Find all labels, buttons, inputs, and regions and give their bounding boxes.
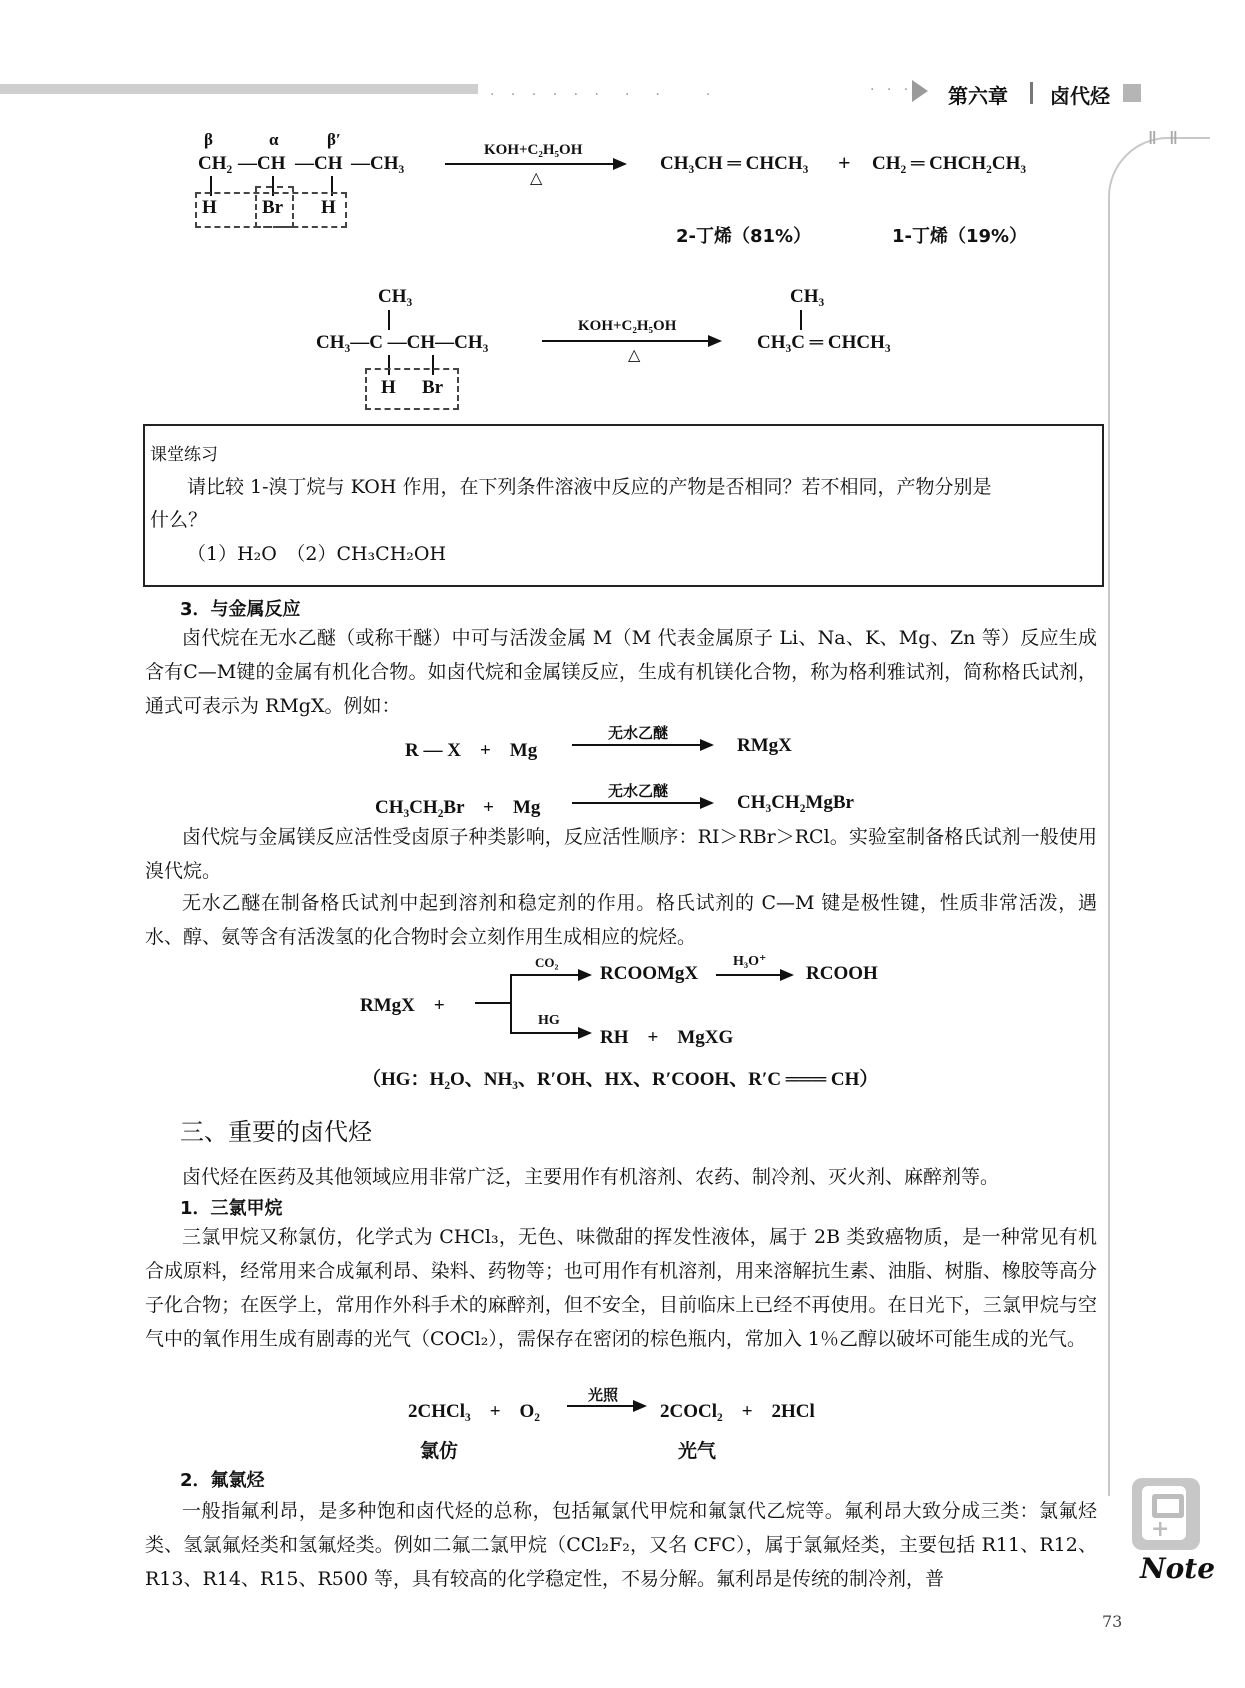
grignard-eq-2-left: CH₃CH₂Br + Mg bbox=[375, 797, 541, 818]
reaction-2-boxed-br: Br bbox=[422, 377, 444, 398]
branch-top-condition: CO₂ bbox=[535, 955, 559, 970]
heat-symbol: △ bbox=[530, 170, 543, 187]
metal-para-1: 卤代烷在无水乙醚（或称干醚）中可与活泼金属 M（M 代表金属原子 Li、Na、K、Mg、Zn 等）反应生成含有C—M键的金属有机化合物。如卤代烷和金属镁反应，生成有机镁化合物，称为格利雅试剂，简称格氏试剂，通式可表示为 RMgX。例如： bbox=[145, 627, 1097, 717]
branch-top-intermediate: RCOOMgX bbox=[600, 963, 699, 984]
beta-prime-label: β′ bbox=[327, 130, 341, 149]
reaction-2-dashed-box bbox=[365, 368, 459, 410]
grignard-eq-2-arrow bbox=[572, 802, 712, 804]
exercise-options: （1）H₂O （2）CH₃CH₂OH bbox=[187, 543, 447, 565]
boxed-h-right: H bbox=[321, 197, 336, 218]
section-heading: 三、重要的卤代烃 bbox=[180, 1118, 372, 1146]
alpha-label: α bbox=[269, 130, 279, 149]
methyl-top: CH₃ bbox=[378, 286, 413, 307]
branch-bottom-condition: HG bbox=[538, 1013, 560, 1028]
phosgene-eq-arrow bbox=[567, 1405, 645, 1407]
substrate-ch3: —CH₃ bbox=[351, 153, 405, 174]
metal-para-3: 无水乙醚在制备格氏试剂中起到溶剂和稳定剂的作用。格氏试剂的 C—M 键是极性键，性质非常活泼，遇水、醇、氨等含有活泼氢的化合物时会立刻作用生成相应的烷烃。 bbox=[145, 892, 1097, 948]
margin-tick-icon: ǁ ǁ bbox=[1148, 128, 1181, 149]
phosgene-eq-right: 2COCl₂ + 2HCl bbox=[660, 1401, 815, 1422]
header-dots: · · · · · · · · · bbox=[490, 87, 717, 103]
reaction-1-arrow bbox=[445, 163, 625, 165]
header-bar bbox=[0, 84, 478, 94]
branch-left: RMgX + bbox=[360, 995, 445, 1016]
grignard-eq-1-condition: 无水乙醚 bbox=[608, 724, 669, 742]
header-dots-right: · · · bbox=[870, 82, 913, 98]
exercise-title: 课堂练习 bbox=[150, 445, 218, 465]
phosgene-eq-condition: 光照 bbox=[588, 1386, 619, 1404]
important-intro: 卤代烃在医药及其他领域应用非常广泛，主要用作有机溶剂、农药、制冷剂、灭火剂、麻醉剂等。 bbox=[182, 1166, 1000, 1188]
reaction-2-boxed-h: H bbox=[381, 377, 396, 398]
product-1-butene: CH₂ ═ CHCH₂CH₃ bbox=[872, 153, 1027, 174]
reaction-2-substrate: CH₃—C —CH—CH₃ bbox=[316, 332, 489, 353]
exercise-question-line2: 什么？ bbox=[150, 509, 208, 531]
reaction-2-arrow bbox=[542, 340, 720, 342]
note-label: Note bbox=[1140, 1552, 1216, 1585]
metal-para-2: 卤代烷与金属镁反应活性受卤原子种类影响，反应活性顺序：RI＞RBr＞RCl。实验室制备格氏试剂一般使用溴代烷。 bbox=[145, 826, 1097, 882]
branch-top-arrow-2 bbox=[716, 974, 792, 976]
reaction-1-condition: KOH+C₂H₅OH bbox=[484, 142, 583, 158]
boxed-h-left: H bbox=[202, 197, 217, 218]
margin-line bbox=[1108, 230, 1110, 1496]
page-number: 73 bbox=[1102, 1612, 1123, 1631]
chapter-title: 卤代烃 bbox=[1050, 84, 1110, 108]
branch-top-arrow bbox=[510, 974, 590, 976]
metal-heading: 3．与金属反应 bbox=[180, 599, 301, 620]
grignard-eq-2-condition: 无水乙醚 bbox=[608, 782, 669, 800]
phosgene-name: 光气 bbox=[678, 1440, 717, 1462]
boxed-br: Br bbox=[262, 197, 284, 218]
substrate-ch-2: —CH bbox=[295, 153, 343, 174]
reaction-2-product-methyl: CH₃ bbox=[790, 286, 825, 307]
hg-note: （HG：H₂O、NH₃、R′OH、HX、R′COOH、R′C ═══ CH） bbox=[362, 1069, 879, 1090]
grignard-eq-2-right: CH₃CH₂MgBr bbox=[737, 792, 854, 813]
grignard-eq-1-left: R — X + Mg bbox=[405, 740, 538, 761]
chapter-label: 第六章 bbox=[948, 84, 1008, 108]
chloroform-heading: 1．三氯甲烷 bbox=[180, 1198, 283, 1219]
substrate-ch-1: —CH bbox=[238, 153, 286, 174]
substrate-ch2: CH₂ bbox=[198, 153, 233, 174]
grignard-eq-1-right: RMgX bbox=[737, 735, 792, 756]
reaction-2-heat: △ bbox=[628, 347, 641, 364]
plus-sign: + bbox=[838, 150, 851, 175]
phosgene-eq-left: 2CHCl₃ + O₂ bbox=[408, 1401, 540, 1422]
branch-top-condition-2: H₃O⁺ bbox=[733, 954, 767, 969]
exercise-question-line1: 请比较 1-溴丁烷与 KOH 作用，在下列条件溶液中反应的产物是否相同？若不相同，产物分别是 bbox=[187, 476, 992, 498]
cfc-para: 一般指氟利昂，是多种饱和卤代烃的总称，包括氟氯代甲烷和氟氯代乙烷等。氟利昂大致分成三类：氯氟烃类、氢氯氟烃类和氢氟烃类。例如二氟二氯甲烷（CCl₂F₂，又名 CFC），属于氯氟烃类，主要包括 R11、R12、R13、R14、R15、R500 等，具有较高的化学稳定性，不易分解。氟利昂是传统的制冷剂，普 bbox=[145, 1500, 1097, 1590]
product-2-name: 1-丁烯（19%） bbox=[892, 226, 1028, 247]
margin-curve bbox=[1108, 137, 1210, 279]
reaction-2-product: CH₃C ═ CHCH₃ bbox=[757, 332, 891, 353]
product-2-butene: CH₃CH ═ CHCH₃ bbox=[660, 153, 809, 174]
product-1-name: 2-丁烯（81%） bbox=[676, 226, 812, 247]
header-separator bbox=[1030, 82, 1033, 104]
chloroform-name: 氯仿 bbox=[420, 1440, 459, 1462]
grignard-eq-1-arrow bbox=[572, 744, 712, 746]
beta-label: β bbox=[204, 130, 213, 149]
branch-bottom-product: RH + MgXG bbox=[600, 1027, 734, 1048]
chloroform-para: 三氯甲烷又称氯仿，化学式为 CHCl₃，无色、味微甜的挥发性液体，属于 2B 类致癌物质，是一种常见有机合成原料，经常用来合成氟利昂、染料、药物等；也可用作有机溶剂，用来溶解抗生素、油脂、树脂、橡胶等高分子化合物；在医学上，常用作外科手术的麻醉剂，但不安全，目前临床上已经不再使用。在日光下，三氯甲烷与空气中的氧作用生成有剧毒的光气（COCl₂），需保存在密闭的棕色瓶内，常加入 1％乙醇以破坏可能生成的光气。 bbox=[145, 1226, 1097, 1350]
header-arrow-icon bbox=[912, 80, 928, 102]
cfc-heading: 2．氟氯烃 bbox=[180, 1470, 265, 1491]
note-icon: + bbox=[1132, 1478, 1200, 1550]
branch-bottom-arrow bbox=[510, 1032, 590, 1034]
branch-top-product: RCOOH bbox=[806, 963, 878, 984]
header-square-icon bbox=[1123, 84, 1141, 102]
reaction-2-condition: KOH+C₂H₅OH bbox=[578, 318, 677, 334]
